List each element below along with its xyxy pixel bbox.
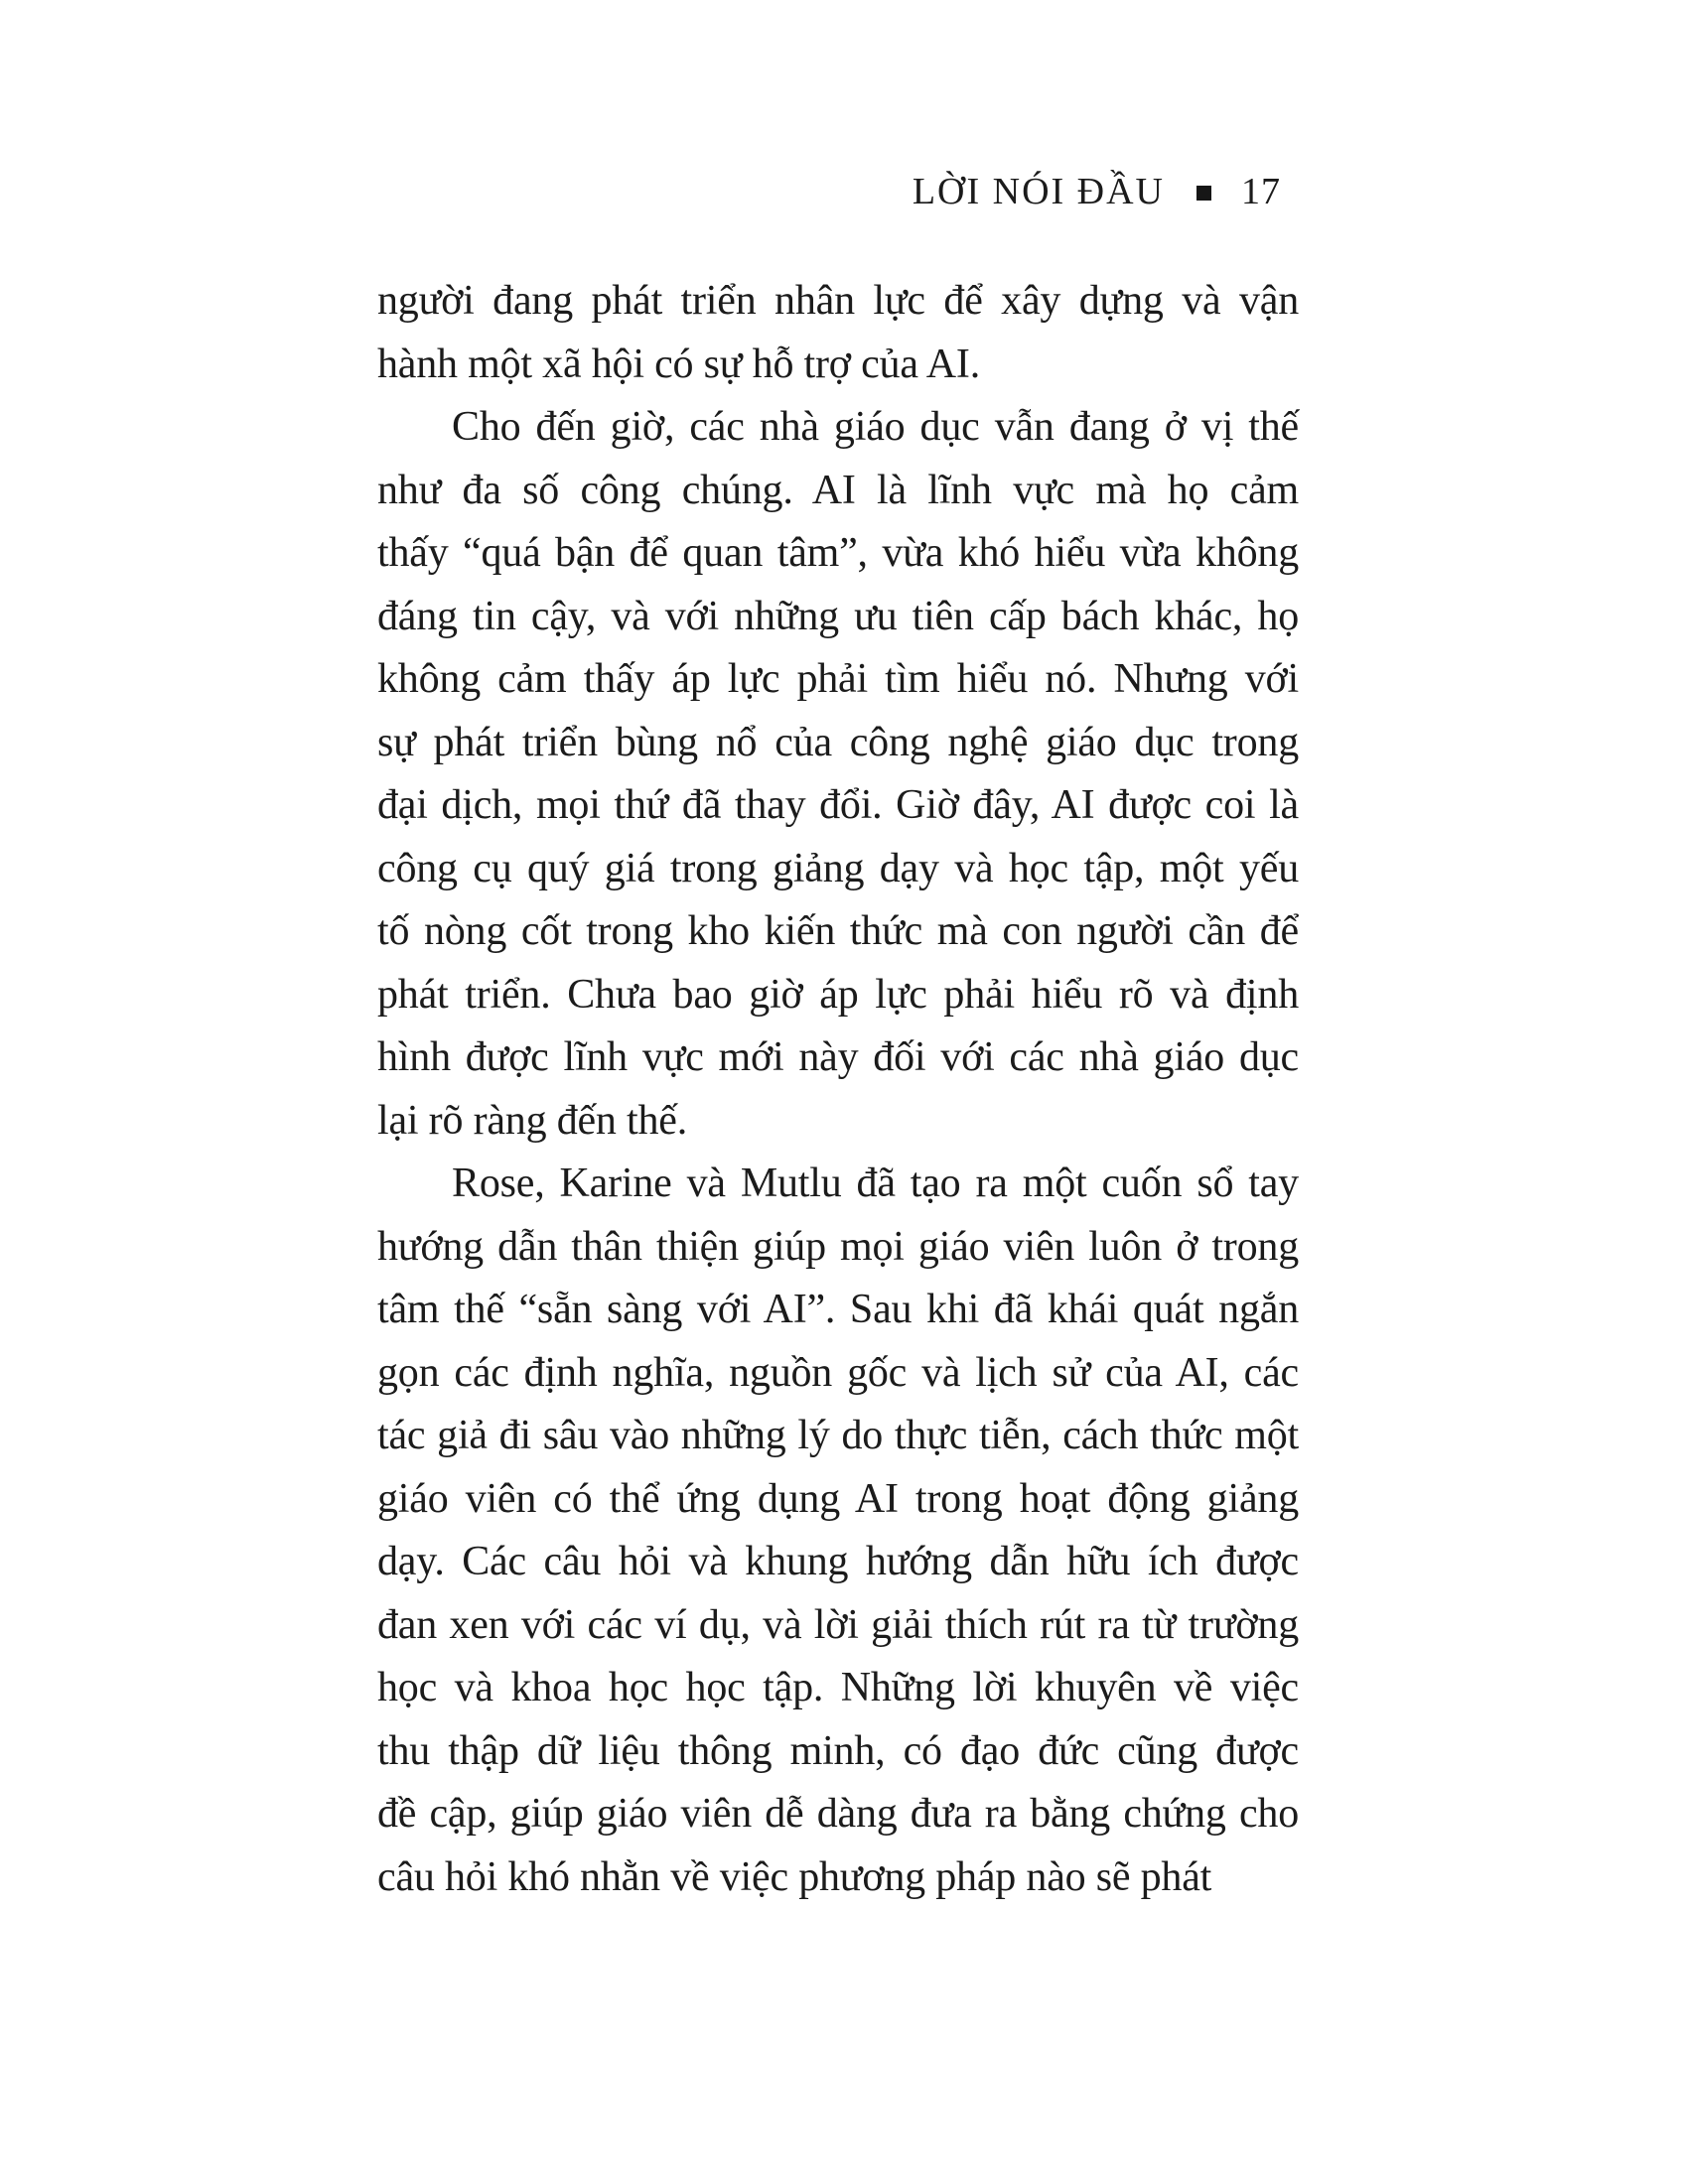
text-line: người đang phát triển nhân lực để xây dựng và vận	[377, 278, 1299, 324]
text-line: học và khoa học học tập. Những lời khuyên về việc	[377, 1665, 1299, 1710]
text-line: đề cập, giúp giáo viên dễ dàng đưa ra bằng chứng cho	[377, 1791, 1299, 1837]
text-line: công cụ quý giá trong giảng dạy và học tập, một yếu	[377, 845, 1299, 891]
running-header-title: LỜI NÓI ĐẦU	[912, 171, 1165, 212]
text-line: thu thập dữ liệu thông minh, có đạo đức cũng được	[377, 1727, 1299, 1774]
text-line: tâm thế “sẵn sàng với AI”. Sau khi đã khái quát ngắn	[377, 1287, 1299, 1332]
text-line: hình được lĩnh vực mới này đối với các nhà giáo dục	[377, 1034, 1299, 1080]
text-line: câu hỏi khó nhằn về việc phương pháp nào sẽ phát	[377, 1853, 1212, 1900]
text-line: đáng tin cậy, và với những ưu tiên cấp bách khác, họ	[377, 593, 1299, 639]
paragraph	[377, 270, 1299, 396]
text-line: hành một xã hội có sự hỗ trợ của AI.	[377, 341, 980, 387]
text-line: dạy. Các câu hỏi và khung hướng dẫn hữu ích được	[377, 1539, 1299, 1584]
paragraph	[377, 396, 1299, 1153]
text-line: đại dịch, mọi thứ đã thay đổi. Giờ đây, AI được coi là	[377, 782, 1299, 828]
text-line: đan xen với các ví dụ, và lời giải thích rút ra từ trường	[377, 1601, 1299, 1648]
text-line: không cảm thấy áp lực phải tìm hiểu nó. Nhưng với	[377, 656, 1299, 702]
text-line: Cho đến giờ, các nhà giáo dục vẫn đang ở vị thế	[452, 404, 1299, 450]
page-number: 17	[1241, 171, 1281, 212]
text-line: gọn các định nghĩa, nguồn gốc và lịch sử của AI, các	[377, 1349, 1299, 1396]
text-line: tác giả đi sâu vào những lý do thực tiễn, cách thức một	[377, 1413, 1299, 1458]
body-text-block	[377, 270, 1299, 1909]
paragraph	[377, 1153, 1299, 1909]
text-line: sự phát triển bùng nổ của công nghệ giáo dục trong	[377, 719, 1299, 765]
text-line: giáo viên có thể ứng dụng AI trong hoạt động giảng	[377, 1475, 1299, 1522]
running-header	[377, 171, 1281, 212]
text-line: hướng dẫn thân thiện giúp mọi giáo viên luôn ở trong	[377, 1223, 1299, 1270]
text-line: lại rõ ràng đến thế.	[377, 1097, 688, 1144]
text-line: phát triển. Chưa bao giờ áp lực phải hiểu rõ và định	[377, 971, 1299, 1018]
text-line: Rose, Karine và Mutlu đã tạo ra một cuốn sổ tay	[452, 1160, 1299, 1206]
text-line: như đa số công chúng. AI là lĩnh vực mà họ cảm	[377, 467, 1299, 513]
square-separator-icon	[1196, 186, 1211, 201]
text-line: tố nòng cốt trong kho kiến thức mà con người cần để	[377, 908, 1299, 954]
text-line: thấy “quá bận để quan tâm”, vừa khó hiểu vừa không	[377, 530, 1299, 576]
